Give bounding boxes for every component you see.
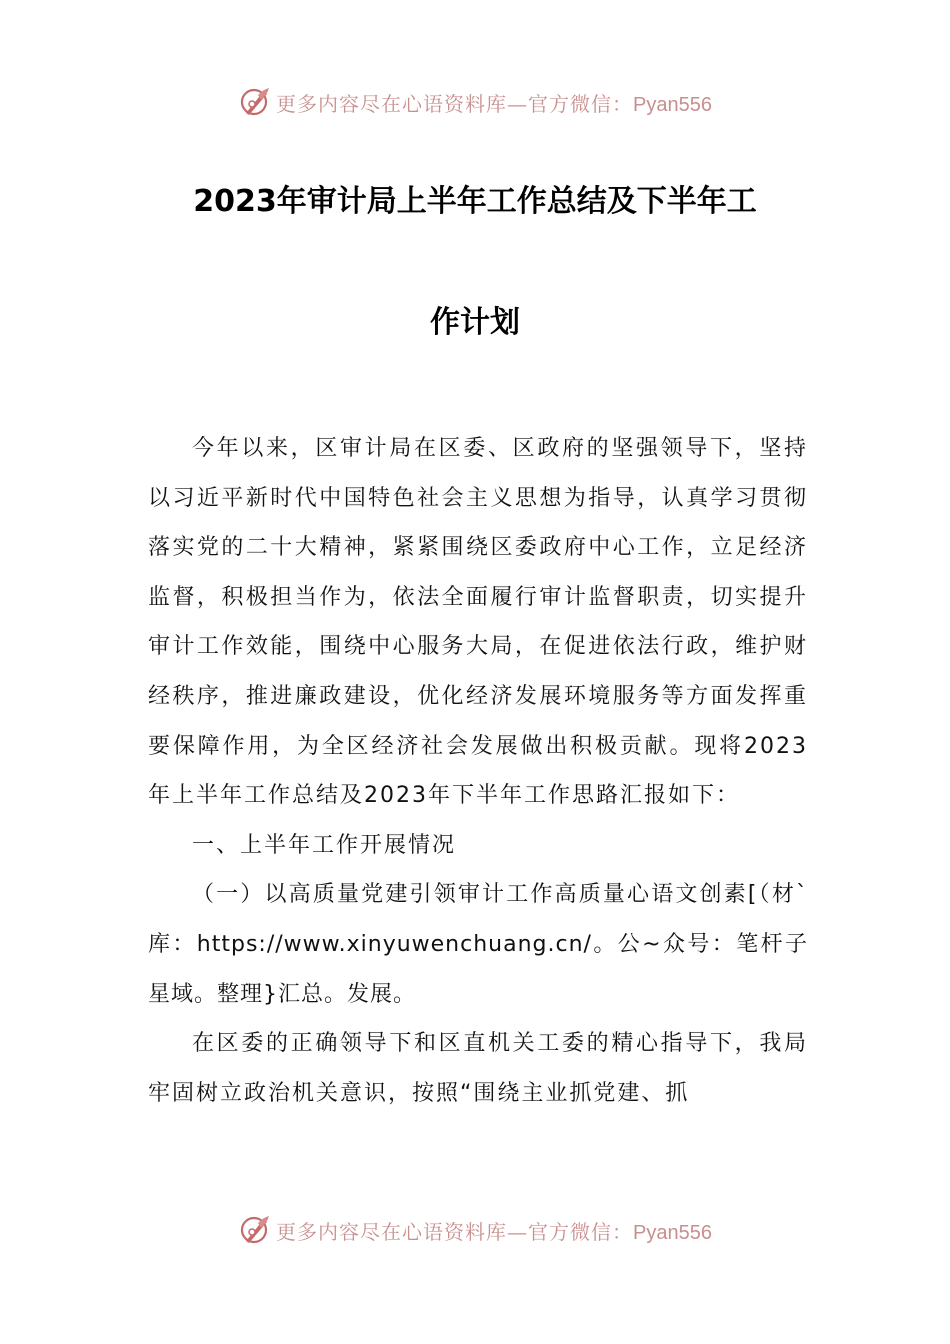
document-title-line-1: 2023年审计局上半年工作总结及下半年工 — [193, 184, 757, 219]
watermark-text — [276, 88, 712, 117]
watermark-text — [276, 1216, 712, 1245]
watermark-label: 更多内容尽在心语资料库—官方微信： — [276, 1219, 634, 1244]
document-body — [148, 424, 808, 1118]
watermark-label: 更多内容尽在心语资料库—官方微信： — [276, 91, 634, 116]
watermark-header — [0, 82, 950, 122]
quill-logo-icon — [238, 85, 272, 119]
intro-paragraph: 今年以来，区审计局在区委、区政府的坚强领导下，坚持以习近平新时代中国特色社会主义思想为指导，认真学习贯彻落实党的二十大精神，紧紧围绕区委政府中心工作，立足经济监督，积极担当作为，依法全面履行审计监督职责，切实提升审计工作效能，围绕中心服务大局，在促进依法行政，维护财经秩序，推进廉政建设，优化经济发展环境服务等方面发挥重要保障作用，为全区经济社会发展做出积极贡献。现将2023年上半年工作总结及2023年下半年工作思路汇报如下： — [148, 436, 808, 809]
watermark-wechat-id: Pyan556 — [633, 1221, 712, 1244]
quill-logo-icon — [238, 1213, 272, 1247]
section-heading: 一、上半年工作开展情况 — [192, 832, 457, 858]
subsection-heading: （一）以高质量党建引领审计工作高质量心语文创素[（材`库：https://www.xinyuwenchuang.cn/。公~众号：笔杆子星域。整理}汇总。发展。 — [148, 882, 808, 1007]
document-title-line-2: 作计划 — [430, 305, 520, 340]
watermark-footer — [0, 1210, 950, 1250]
watermark-wechat-id: Pyan556 — [633, 93, 712, 116]
body-paragraph: 在区委的正确领导下和区直机关工委的精心指导下，我局牢固树立政治机关意识，按照“围绕主业抓党建、抓 — [148, 1031, 808, 1106]
